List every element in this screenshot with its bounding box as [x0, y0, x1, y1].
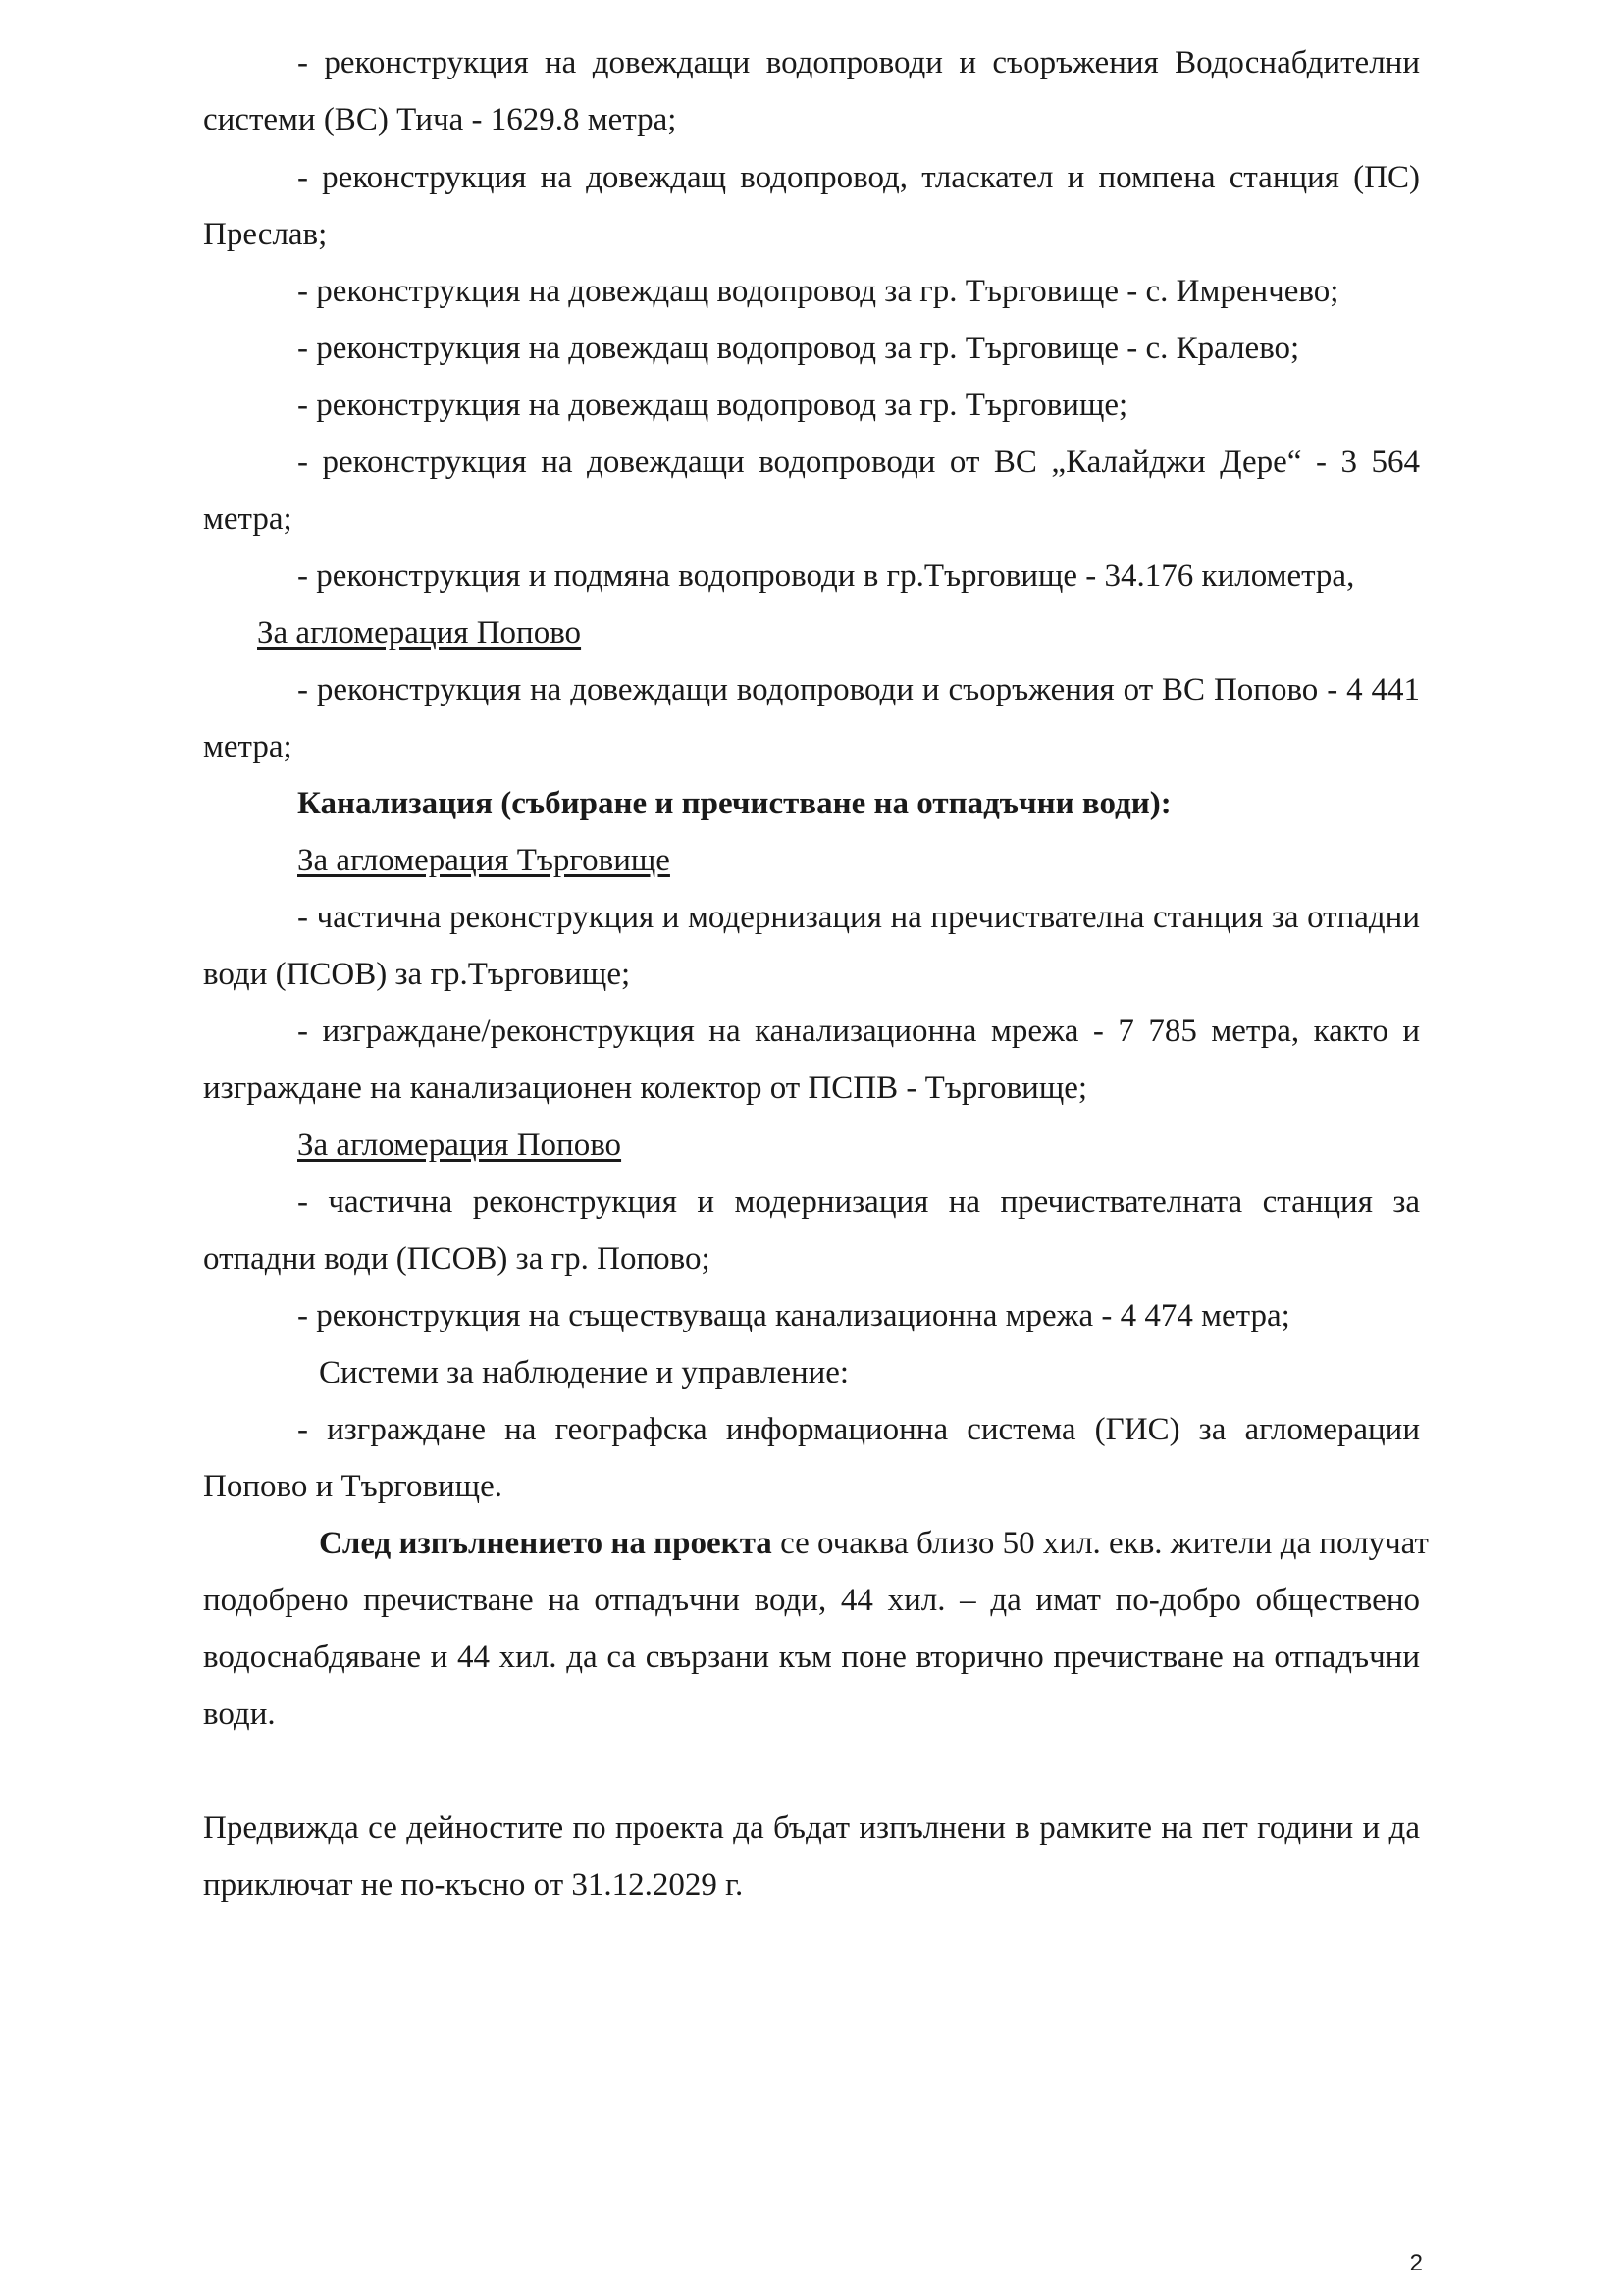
section-heading-monitoring: Системи за наблюдение и управление: — [319, 1355, 850, 1390]
water-item-kralevo: - реконструкция на довеждащ водопровод за гр. Търговище - с. Кралево; — [297, 331, 1300, 366]
monitoring-item-gis-cont: Попово и Търговище. — [203, 1469, 502, 1504]
outcome-lead-bold: След изпълнението на проекта — [319, 1526, 772, 1561]
water-item-tycha-cont: системи (ВС) Тича - 1629.8 метра; — [203, 102, 677, 137]
subheading-popovo-water: За агломерация Попово — [257, 615, 582, 651]
water-item-kalaydzhi-dere-cont: метра; — [203, 501, 292, 537]
sewer-item-network-targovishte-cont: изграждане на канализационен колектор от ПСПВ - Търговище; — [203, 1070, 1088, 1106]
timeline-paragraph-line-1: Предвижда се дейностите по проекта да бъдат изпълнени в рамките на пет години и да — [203, 1810, 1420, 1846]
subheading-targovishte: За агломерация Търговище — [297, 843, 670, 878]
sewer-item-network-popovo: - реконструкция на съществуваща канализационна мрежа - 4 474 метра; — [297, 1298, 1290, 1333]
water-item-imrenchevo: - реконструкция на довеждащ водопровод за гр. Търговище - с. Имренчево; — [297, 274, 1339, 309]
section-heading-sewerage: Канализация (събиране и пречистване на отпадъчни води): — [297, 786, 1172, 821]
monitoring-item-gis: - изграждане на географска информационна система (ГИС) за агломерации — [297, 1412, 1420, 1447]
water-item-kalaydzhi-dere: - реконструкция на довеждащи водопроводи от ВС „Калайджи Дере“ - 3 564 — [297, 444, 1420, 480]
outcome-lead-rest: се очаква близо 50 хил. екв. жители да получат — [771, 1526, 1429, 1561]
outcome-paragraph-line-3: водоснабдяване и 44 хил. да са свързани към поне вторично пречистване на отпадъчни — [203, 1640, 1420, 1675]
water-item-preslav-cont: Преслав; — [203, 217, 328, 252]
sewer-item-network-targovishte: - изграждане/реконструкция на канализационна мрежа - 7 785 метра, както и — [297, 1014, 1420, 1049]
water-item-replacement: - реконструкция и подмяна водопроводи в гр.Търговище - 34.176 километра, — [297, 558, 1355, 594]
water-item-preslav: - реконструкция на довеждащ водопровод, тласкател и помпена станция (ПС) — [297, 160, 1420, 195]
sewer-item-wwtp-popovo-cont: отпадни води (ПСОВ) за гр. Попово; — [203, 1241, 710, 1277]
outcome-paragraph-line-4: води. — [203, 1696, 276, 1732]
water-item-tycha: - реконструкция на довеждащи водопроводи и съоръжения Водоснабдителни — [297, 45, 1420, 80]
timeline-paragraph-line-2: приключат не по-късно от 31.12.2029 г. — [203, 1867, 744, 1903]
water-item-popovo: - реконструкция на довеждащи водопроводи и съоръжения от ВС Попово - 4 441 — [297, 672, 1420, 707]
sewer-item-wwtp-popovo: - частична реконструкция и модернизация на пречиствателната станция за — [297, 1184, 1420, 1220]
outcome-paragraph-line-1 — [319, 1524, 1429, 1563]
subheading-popovo-sewer: За агломерация Попово — [297, 1127, 622, 1163]
water-item-targovishte: - реконструкция на довеждащ водопровод за гр. Търговище; — [297, 388, 1128, 423]
sewer-item-wwtp-targovishte-cont: води (ПСОВ) за гр.Търговище; — [203, 957, 631, 992]
water-item-popovo-cont: метра; — [203, 729, 292, 764]
page-number: 2 — [1409, 2250, 1423, 2276]
outcome-paragraph-line-2: подобрено пречистване на отпадъчни води, 44 хил. – да имат по-добро обществено — [203, 1583, 1420, 1618]
sewer-item-wwtp-targovishte: - частична реконструкция и модернизация на пречиствателна станция за отпадни — [297, 900, 1420, 935]
